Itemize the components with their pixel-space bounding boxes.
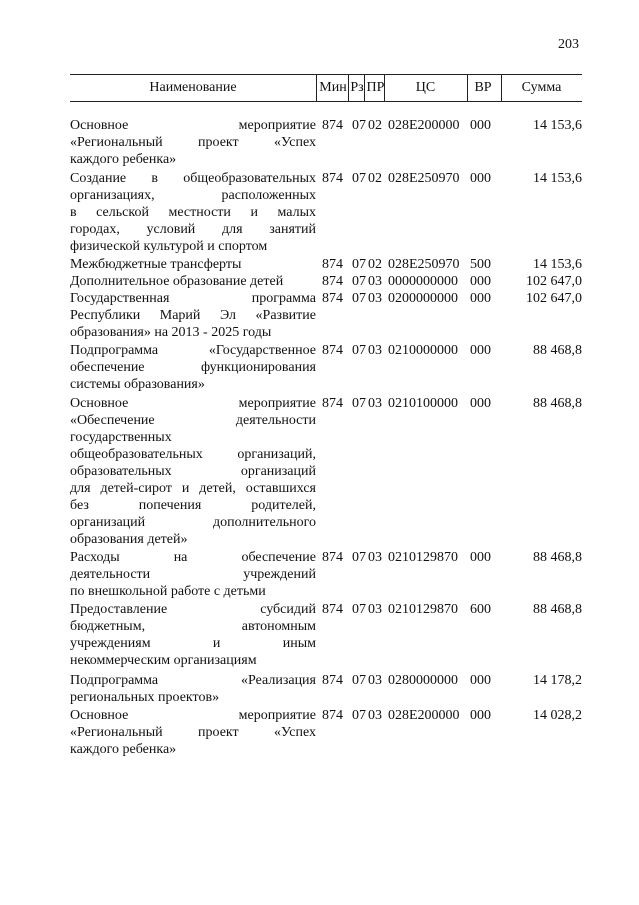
row-name-line: для детей-сирот и детей, оставшихся [70,481,316,496]
row-vr: 000 [470,171,491,186]
row-sum: 88 468,8 [533,550,582,565]
row-name-line: Республики Марий Эл «Развитие [70,308,316,323]
row-sum: 14 153,6 [533,118,582,133]
row-rz: 07 [352,602,366,617]
row-cs: 028E200000 [388,708,460,723]
row-sum: 14 028,2 [533,708,582,723]
row-pr: 02 [368,257,382,272]
row-vr: 000 [470,118,491,133]
table-header [70,79,582,99]
row-vr: 500 [470,257,491,272]
header-name: Наименование [149,80,237,95]
row-name-line: «Региональный проект «Успех [70,725,316,740]
row-name-line: Основное мероприятие [70,118,316,133]
row-cs: 0210129870 [388,602,458,617]
row-name-line: без попечения родителей, [70,498,316,513]
row-min: 874 [322,673,343,688]
row-sum: 102 647,0 [526,274,582,289]
row-vr: 000 [470,673,491,688]
row-pr: 03 [368,602,382,617]
row-name [70,273,316,290]
row-name-line: «Обеспечение деятельности [70,413,316,428]
row-vr: 000 [470,291,491,306]
row-sum: 102 647,0 [526,291,582,306]
row-rz: 07 [352,171,366,186]
row-name-line: региональных проектов» [70,690,220,705]
row-pr: 03 [368,274,382,289]
row-name-line: организациях, расположенных [70,188,316,203]
row-name [70,395,316,548]
row-name-line: общеобразовательных организаций, [70,447,316,462]
row-pr: 03 [368,673,382,688]
row-rz: 07 [352,673,366,688]
row-min: 874 [322,291,343,306]
row-min: 874 [322,257,343,272]
row-name-line: Предоставление субсидий [70,602,316,617]
row-name-line: системы образования» [70,377,205,392]
row-name-line: бюджетным, автономным [70,619,316,634]
row-name [70,117,316,168]
row-sum: 88 468,8 [533,602,582,617]
row-name-line: образовательных организаций [70,464,316,479]
table-header-rule [70,101,582,102]
row-name-line: государственных [70,430,172,445]
row-rz: 07 [352,550,366,565]
row-cs: 0210000000 [388,343,458,358]
row-name [70,672,316,706]
row-name-line: обеспечение функционирования [70,360,316,375]
row-name-line: физической культурой и спортом [70,239,268,254]
row-vr: 000 [470,343,491,358]
row-sum: 14 153,6 [533,257,582,272]
row-min: 874 [322,343,343,358]
row-name-line: организаций дополнительного [70,515,316,530]
row-cs: 0210100000 [388,396,458,411]
row-cs: 0000000000 [388,274,458,289]
row-pr: 03 [368,708,382,723]
row-name-line: деятельности учреждений [70,567,316,582]
row-min: 874 [322,171,343,186]
header-sum: Сумма [521,80,562,95]
row-vr: 000 [470,396,491,411]
row-sum: 88 468,8 [533,343,582,358]
row-rz: 07 [352,396,366,411]
row-pr: 02 [368,171,382,186]
row-name-line: по внешкольной работе с детьми [70,584,266,599]
row-name-line: каждого ребенка» [70,152,177,167]
row-min: 874 [322,708,343,723]
row-name-line: образования детей» [70,532,188,547]
row-name-line: образования» на 2013 - 2025 годы [70,325,272,340]
row-rz: 07 [352,257,366,272]
row-cs: 028E250970 [388,257,460,272]
row-pr: 03 [368,396,382,411]
row-rz: 07 [352,708,366,723]
row-name [70,290,316,341]
row-sum: 14 153,6 [533,171,582,186]
row-pr: 03 [368,550,382,565]
row-pr: 03 [368,291,382,306]
row-rz: 07 [352,343,366,358]
page-number: 203 [558,37,579,52]
row-cs: 0200000000 [388,291,458,306]
row-min: 874 [322,396,343,411]
row-rz: 07 [352,118,366,133]
row-name-line: «Региональный проект «Успех [70,135,316,150]
row-name-line: Основное мероприятие [70,708,316,723]
row-cs: 028E200000 [388,118,460,133]
row-name [70,707,316,758]
row-name-line: Межбюджетные трансферты [70,257,242,272]
row-name-line: в сельской местности и малых [70,205,316,220]
row-name-line: некоммерческим организациям [70,653,257,668]
row-min: 874 [322,274,343,289]
row-vr: 000 [470,550,491,565]
row-name-line: Создание в общеобразовательных [70,171,316,186]
header-rz: Рз [350,80,364,95]
row-sum: 14 178,2 [533,673,582,688]
row-name-line: Дополнительное образование детей [70,274,284,289]
row-rz: 07 [352,291,366,306]
row-pr: 02 [368,118,382,133]
row-name-line: Расходы на обеспечение [70,550,316,565]
row-vr: 600 [470,602,491,617]
table-top-rule [70,74,582,75]
row-name [70,549,316,600]
row-name [70,342,316,393]
row-name-line: Основное мероприятие [70,396,316,411]
row-rz: 07 [352,274,366,289]
row-name-line: учреждениям и иным [70,636,316,651]
row-min: 874 [322,602,343,617]
row-name-line: Подпрограмма «Государственное [70,343,316,358]
row-min: 874 [322,550,343,565]
row-name-line: Подпрограмма «Реализация [70,673,316,688]
row-name-line: Государственная программа [70,291,316,306]
row-cs: 0210129870 [388,550,458,565]
row-sum: 88 468,8 [533,396,582,411]
row-vr: 000 [470,708,491,723]
row-name-line: городах, условий для занятий [70,222,316,237]
header-min: Мин [319,80,347,95]
row-pr: 03 [368,343,382,358]
row-cs: 0280000000 [388,673,458,688]
row-name [70,170,316,255]
row-min: 874 [322,118,343,133]
row-name [70,256,316,273]
row-vr: 000 [470,274,491,289]
row-name-line: каждого ребенка» [70,742,177,757]
header-pr: ПР [366,80,385,95]
header-vr: ВР [474,80,492,95]
header-cs: ЦС [415,80,436,95]
row-cs: 028E250970 [388,171,460,186]
row-name [70,601,316,669]
